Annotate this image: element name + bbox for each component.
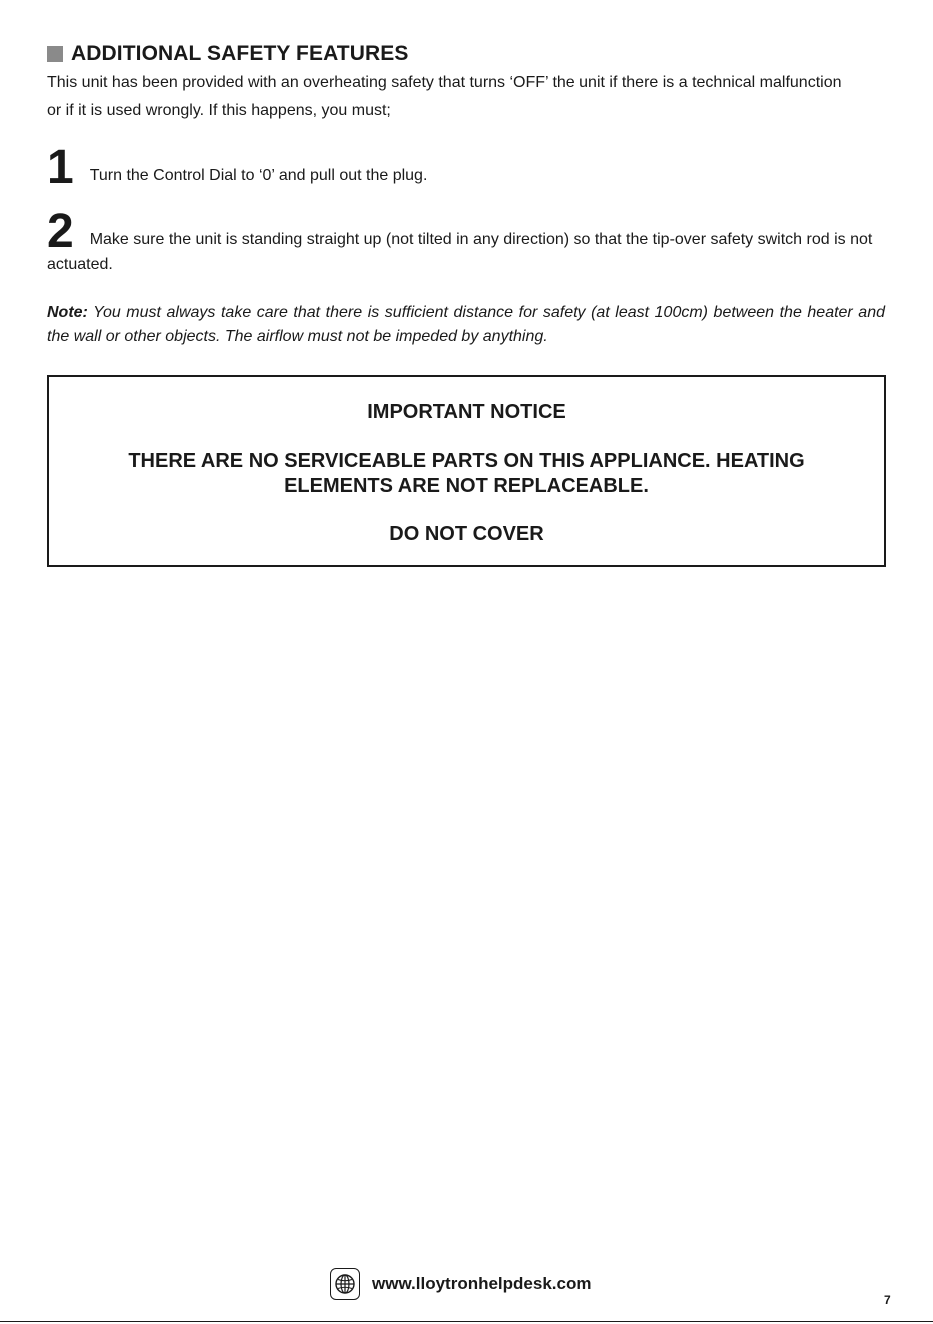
step-2 <box>47 205 887 277</box>
helpdesk-url-link[interactable]: www.lloytronhelpdesk.com <box>372 1274 592 1293</box>
step-2-number: 2 <box>47 205 74 258</box>
globe-icon <box>330 1268 360 1300</box>
notice-body: THERE ARE NO SERVICEABLE PARTS ON THIS APPLIANCE. HEATING ELEMENTS ARE NOT REPLACEABLE. <box>128 450 805 497</box>
section-heading <box>47 42 408 66</box>
step-1 <box>47 141 887 194</box>
notice-title: IMPORTANT NOTICE <box>367 401 566 423</box>
note-text: You must always take care that there is sufficient distance for safety (at least 100cm) between the heater and the wall or other objects. The airflow must not be impeded by anything. <box>47 304 886 345</box>
page-number: 7 <box>884 1293 891 1307</box>
step-2-text: Make sure the unit is standing straight up (not tilted in any direction) so that the tip-over safety switch rod is not actuated. <box>47 231 873 273</box>
section-heading-text: ADDITIONAL SAFETY FEATURES <box>71 42 409 65</box>
heading-square-bullet <box>47 46 63 62</box>
note-label: Note: <box>47 304 88 321</box>
footer <box>330 1268 591 1300</box>
intro-paragraph: This unit has been provided with an overheating safety that turns ‘OFF’ the unit if there is a technical malfunction or if it is used wrongly. If this happens, you must; <box>47 74 842 119</box>
step-1-number: 1 <box>47 141 74 194</box>
important-notice-box <box>47 375 886 567</box>
safety-note <box>47 301 885 349</box>
step-1-text: Turn the Control Dial to ‘0’ and pull out the plug. <box>89 167 428 184</box>
bottom-divider <box>0 1321 933 1322</box>
notice-do-not-cover: DO NOT COVER <box>389 523 544 545</box>
